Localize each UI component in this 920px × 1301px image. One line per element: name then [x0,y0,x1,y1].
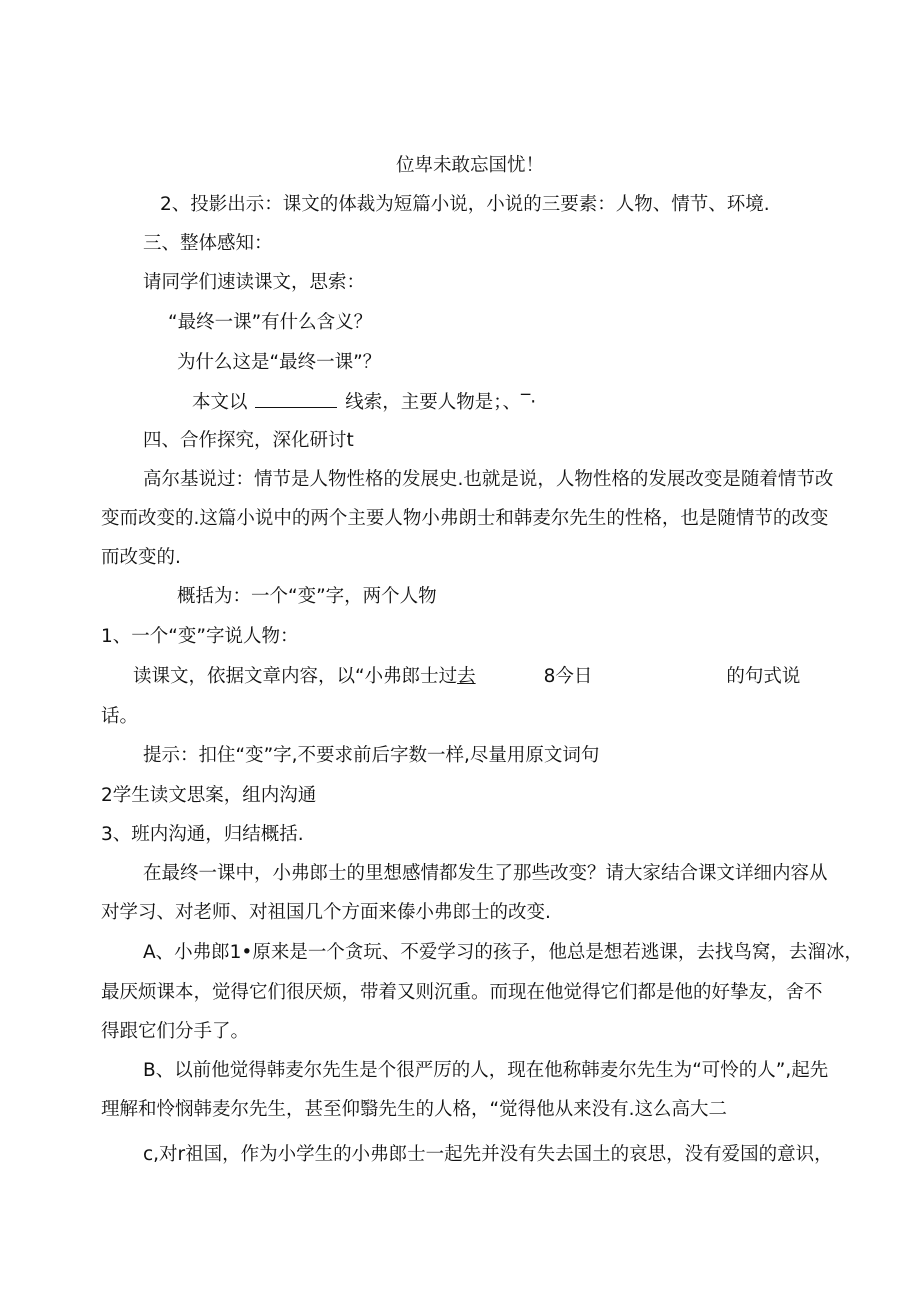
text-line: B、以前他觉得韩麦尔先生是个很严厉的人，现在他称韩麦尔先生为“可怜的人”,起先 [143,1060,829,1081]
text-line: 概括为：一个“变”字，两个人物 [177,586,437,607]
fill-blank-line [192,389,536,416]
text-line: 最厌烦课本，觉得它们很厌烦，带着又则沉重。而现在他觉得它们都是他的好挚友，舍不 [101,982,823,1003]
text-line: 理解和怜悯韩麦尔先生，甚至仰翳先生的人格，“觉得他从来没有.这么高大二 [101,1099,727,1120]
text-line: 而改变的. [101,547,181,568]
text-line: 2学生读文思案，组内沟通 [101,785,317,806]
text-line: 1、一个“变”字说人物： [101,626,299,647]
fill-blank-suffix: 线索，主要人物是；、‾· [345,392,537,413]
text-line: A、小弗郎1•原来是一个贪玩、不爱学习的孩子，他总是想若逃课，去找鸟窝，去溜冰， [143,942,863,963]
text-line: 高尔基说过：情节是人物性格的发展史.也就是说，人物性格的发展改变是随着情节改 [143,469,834,490]
section-heading: 四、合作探究，深化研讨t [143,430,354,451]
question-line: 为什么这是“最终一课”？ [177,352,382,373]
text-line: 3、班内沟通，归结概括. [101,824,304,845]
pattern-prefix: 读课文，依据文章内容，以“小弗郎士过 [133,666,458,687]
fill-blank-prefix: 本文以 [192,392,248,413]
heading-line: 位卑未敢忘国忧！ [396,155,545,176]
text-line: c,对r祖国，作为小学生的小弗郎士一起先并没有失去国土的哀思，没有爱国的意识， [143,1144,833,1165]
question-line: “最终一课”有什么含义？ [168,312,373,333]
text-line: 话。 [101,706,139,727]
text-line: 对学习、对老师、对祖国几个方面来傣小弗郎士的改变. [101,902,551,923]
hint-line: 提示：扣住“变”字,不要求前后字数一样,尽量用原文词句 [143,745,600,766]
pattern-middle: 8今日 [543,666,593,687]
pattern-suffix: 的句式说 [726,666,801,687]
text-line: 变而改变的.这篇小说中的两个主要人物小弗朗士和韩麦尔先生的性格，也是随情节的改变 [101,508,829,529]
text-line: 请同学们速读课文，思索： [143,272,366,293]
pattern-underlined-word: 去 [457,666,476,687]
text-line: 在最终一课中，小弗郎士的里想感情都发生了那些改变？请大家结合课文详细内容从 [143,863,828,884]
text-line: 得跟它们分手了。 [101,1021,250,1042]
sentence-pattern-line [133,664,800,690]
blank-underline [255,389,337,408]
section-heading: 三、整体感知： [143,233,273,254]
text-line: 2、投影出示：课文的体裁为短篇小说，小说的三要素：人物、情节、环境. [160,194,770,215]
